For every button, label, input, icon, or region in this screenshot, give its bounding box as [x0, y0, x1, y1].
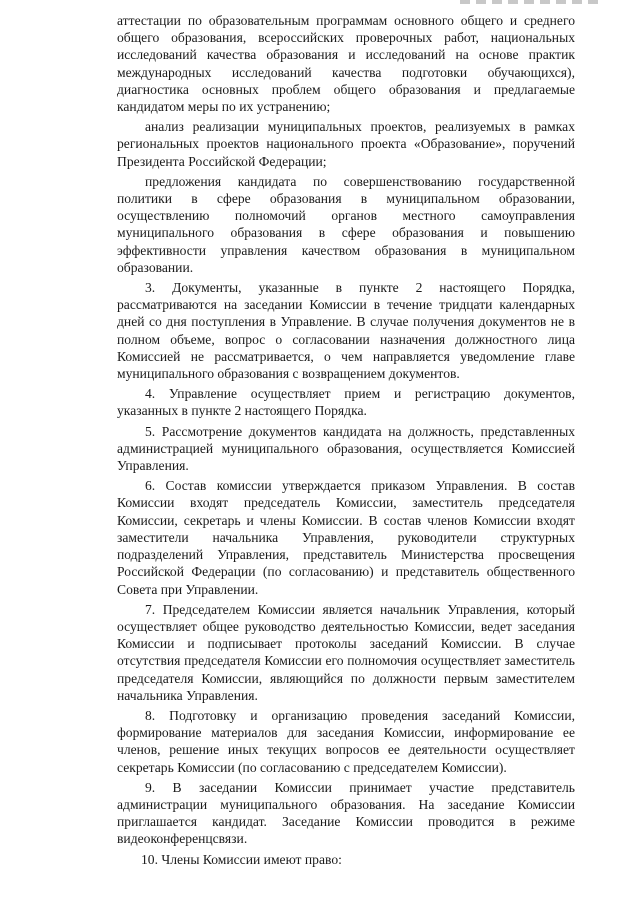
paragraph-item-5: 5. Рассмотрение документов кандидата на должность, представленных администрацией муниципального образования, осуществляется Комиссией Управления. — [117, 423, 575, 474]
paragraph-item-3: 3. Документы, указанные в пункте 2 настоящего Порядка, рассматриваются на заседании Комиссии в течение тридцати календарных дней со дня поступления в Управление. В случае получения документов не в полном объеме, вопрос о согласовании назначения должностного лица Комиссией не рассматривается, о чем направляется уведомление главе муниципального образования с возвращением документов. — [117, 280, 575, 382]
paragraph-candidate-proposals: предложения кандидата по совершенствованию государственной политики в сфере образования в муниципальном образовании, осуществлению полномочий органов местного самоуправления муниципального образования в сфере образования и повышению эффективности управления качеством образования в муниципальном образовании. — [117, 173, 575, 275]
paragraph-item-9: 9. В заседании Комиссии принимает участие представитель администрации муниципального образования. На заседание Комиссии приглашается кандидат. Заседание Комиссии проводится в режиме видеоконференцсвязи. — [117, 779, 575, 847]
paragraph-item-6: 6. Состав комиссии утверждается приказом Управления. В состав Комиссии входят председатель Комиссии, заместитель председателя Комиссии, секретарь и члены Комиссии. В состав членов Комиссии входят заместители начальника Управления, руководители структурных подразделений Управления, представитель Министерства просвещения Российской Федерации (по согласованию) и представитель общественного Совета при Управлении. — [117, 478, 575, 597]
paragraph-municipal-projects: анализ реализации муниципальных проектов, реализуемых в рамках региональных проектов национального проекта «Образование», поручений Президента Российской Федерации; — [117, 119, 575, 169]
paragraph-item-10: 10. Члены Комиссии имеют право: — [141, 851, 342, 867]
page-header-mark — [460, 0, 600, 4]
document-body — [117, 12, 575, 871]
paragraph-item-8: 8. Подготовку и организацию проведения заседаний Комиссии, формирование материалов для заседания Комиссии, информирование ее членов, решение иных текущих вопросов ее деятельности осуществляет секретарь Комиссии (по согласованию с председателем Комиссии). — [117, 707, 575, 775]
paragraph-item-7: 7. Председателем Комиссии является начальник Управления, который осуществляет общее руководство деятельностью Комиссии, ведет заседания Комиссии и подписывает протоколы заседаний Комиссии. В случае отсутствия председателя Комиссии его полномочия осуществляет заместитель председателя Комиссии, являющийся по должности первым заместителем начальника Управления. — [117, 601, 575, 703]
paragraph-item-4: 4. Управление осуществляет прием и регистрацию документов, указанных в пункте 2 настоящего Порядка. — [117, 386, 575, 419]
paragraph-continuation: аттестации по образовательным программам основного общего и среднего общего образования, всероссийских проверочных работ, национальных исследований качества образования и исследований на основе практик международных исследований качества подготовки обучающихся), диагностика основных проблем общего образования и предлагаемые кандидатом меры по их устранению; — [117, 13, 575, 115]
